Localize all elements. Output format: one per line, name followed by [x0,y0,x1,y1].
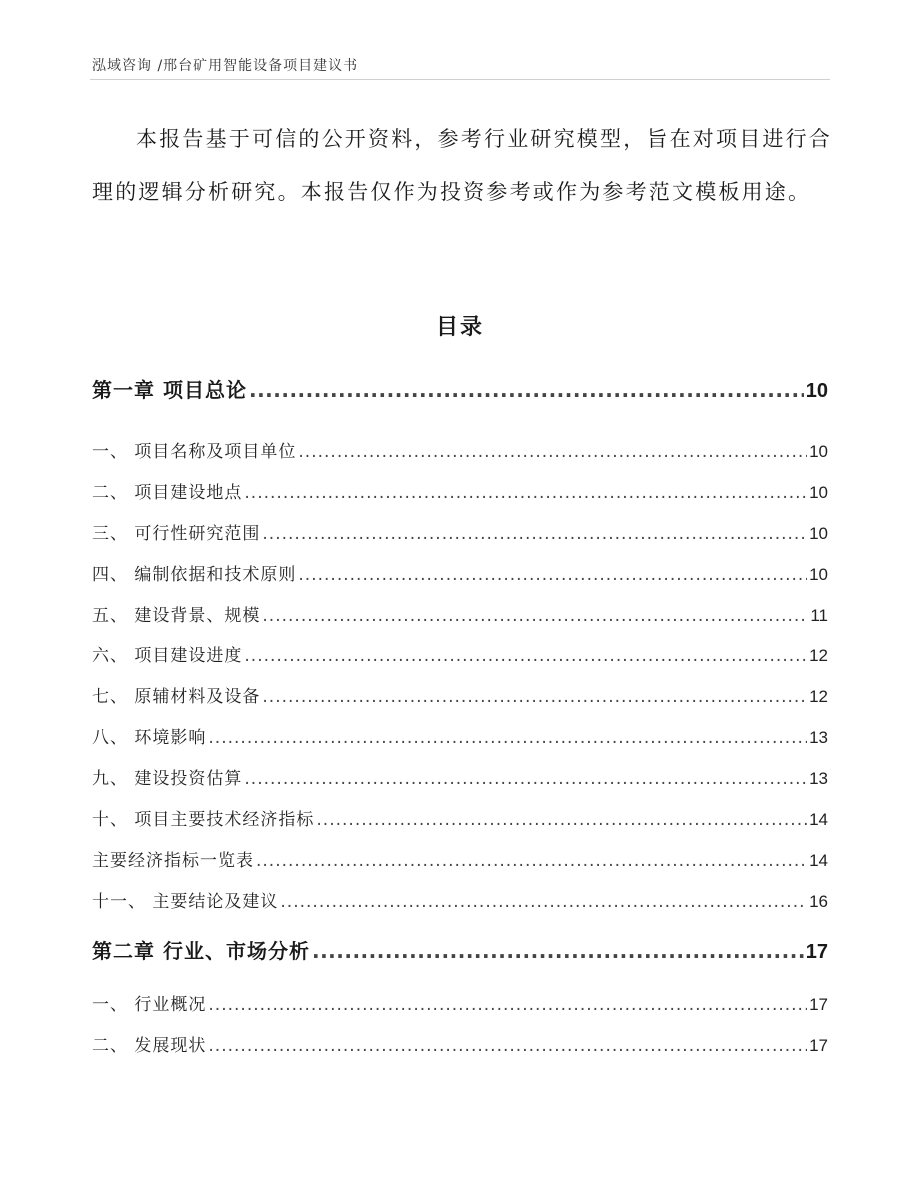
toc-entry-section[interactable] [92,846,828,871]
toc-leader-dots [280,892,807,912]
toc-entry-chapter-2[interactable] [92,935,828,964]
toc-leader-dots [208,995,807,1015]
toc-entry-title: 七、 原辅材料及设备 [92,687,261,707]
toc-entry-title: 四、 编制依据和技术原则 [92,565,297,585]
toc-entry-title: 主要经济指标一览表 [92,851,254,871]
toc-entry-title: 九、 建设投资估算 [92,769,243,789]
toc-leader-dots [316,810,807,830]
toc-entry-section[interactable] [92,990,828,1015]
toc-entry-page: 13 [809,728,828,747]
toc-entry-page: 10 [809,442,828,461]
toc-entry-page: 13 [809,769,828,788]
toc-entry-section[interactable] [92,437,828,462]
toc-entry-section[interactable] [92,682,828,707]
toc-entry-section[interactable] [92,560,828,585]
toc-entry-section[interactable] [92,478,828,503]
toc-entry-section[interactable] [92,764,828,789]
toc-entry-title: 第二章 行业、市场分析 [92,939,310,963]
toc-entry-page: 12 [809,687,828,706]
toc-entry-page: 17 [805,941,828,963]
toc-entry-page: 10 [809,483,828,502]
toc-entry-title: 十一、 主要结论及建议 [92,892,279,912]
toc-leader-dots [249,378,804,402]
toc-entry-title: 三、 可行性研究范围 [92,524,261,544]
running-header: 泓域咨询 /邢台矿用智能设备项目建议书 [92,58,359,74]
toc-entry-chapter-1[interactable] [92,374,828,403]
toc-entry-section[interactable] [92,1031,828,1056]
toc-leader-dots [244,646,807,666]
toc-entry-page: 10 [809,565,828,584]
toc-entry-section[interactable] [92,601,828,626]
toc-leader-dots [208,1036,807,1056]
toc-entry-page: 16 [809,892,828,911]
toc-entry-page: 17 [809,1036,828,1055]
toc-leader-dots [262,524,807,544]
toc-entry-page: 10 [809,524,828,543]
toc-entry-title: 八、 环境影响 [92,728,207,748]
toc-leader-dots [298,442,807,462]
toc-entry-title: 五、 建设背景、规模 [92,606,261,626]
toc-leader-dots [312,939,804,963]
toc-leader-dots [298,565,807,585]
toc-title: 目录 [435,315,484,340]
toc-entry-page: 12 [809,646,828,665]
header-divider [90,79,830,80]
toc-entry-section[interactable] [92,887,828,912]
toc-entry-title: 十、 项目主要技术经济指标 [92,810,315,830]
toc-entry-page: 14 [809,810,828,829]
toc-entry-page: 14 [809,851,828,870]
toc-entry-section[interactable] [92,723,828,748]
toc-leader-dots [208,728,807,748]
toc-entry-page: 11 [810,606,828,625]
toc-entry-title: 二、 项目建设地点 [92,483,243,503]
toc-entry-page: 17 [809,995,828,1014]
toc-entry-section[interactable] [92,641,828,666]
intro-paragraph: 本报告基于可信的公开资料，参考行业研究模型，旨在对项目进行合理的逻辑分析研究。本报告仅作为投资参考或作为参考范文模板用途。 [92,127,832,204]
toc-leader-dots [244,769,807,789]
toc-leader-dots [262,687,807,707]
toc-entry-page: 10 [805,380,828,402]
toc-entry-title: 六、 项目建设进度 [92,646,243,666]
toc-leader-dots [244,483,807,503]
toc-leader-dots [256,851,807,871]
toc-entry-section[interactable] [92,519,828,544]
toc-entry-title: 二、 发展现状 [92,1036,207,1056]
toc-entry-title: 一、 项目名称及项目单位 [92,442,297,462]
toc-entry-title: 一、 行业概况 [92,995,207,1015]
toc-entry-title: 第一章 项目总论 [92,378,247,402]
toc-entry-section[interactable] [92,805,828,830]
toc-leader-dots [262,606,808,626]
